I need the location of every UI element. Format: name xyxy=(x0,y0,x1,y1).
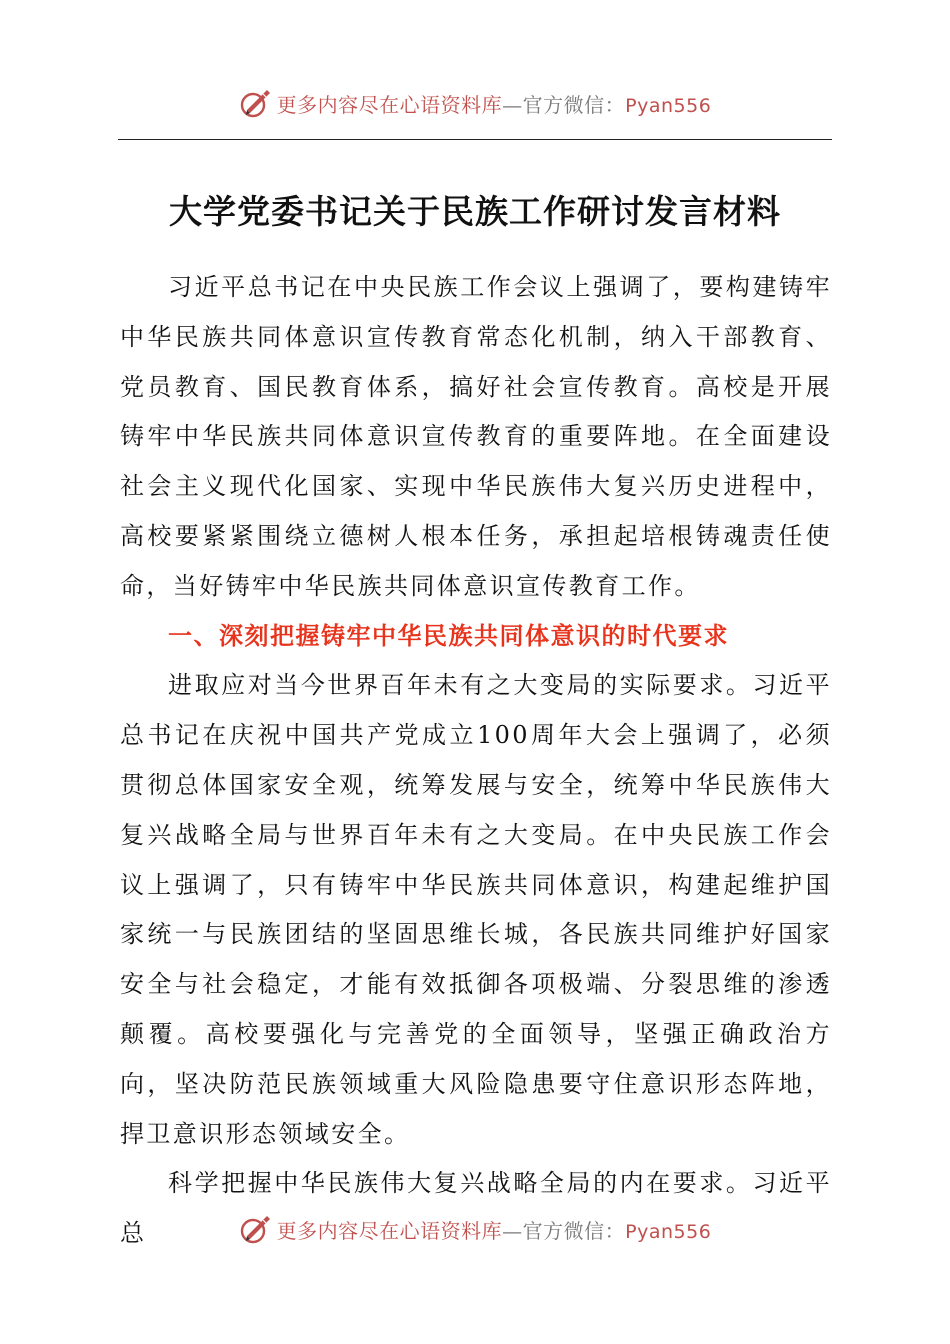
document-title: 大学党委书记关于民族工作研讨发言材料 xyxy=(169,192,781,231)
header-banner xyxy=(0,78,950,128)
banner-text xyxy=(277,89,712,118)
banner-dash: — xyxy=(502,1218,523,1243)
banner-wechat-id: Pyan556 xyxy=(625,1220,712,1243)
banner-main-text: 更多内容尽在心语资料库 xyxy=(276,1218,503,1243)
quill-pen-logo-icon xyxy=(239,86,273,120)
banner-main-text: 更多内容尽在心语资料库 xyxy=(276,92,503,117)
banner-wechat-id: Pyan556 xyxy=(625,94,712,117)
banner-dash: — xyxy=(502,92,523,117)
section-paragraph: 科学把握中华民族伟大复兴战略全局的内在要求。习近平总 xyxy=(120,1169,832,1248)
intro-paragraph: 习近平总书记在中央民族工作会议上强调了，要构建铸牢中华民族共同体意识宣传教育常态化机制，纳入干部教育、党员教育、国民教育体系，搞好社会宣传教育。高校是开展铸牢中华民族共同体意识宣传教育的重要阵地。在全面建设社会主义现代化国家、实现中华民族伟大复兴历史进程中，高校要紧紧围绕立德树人根本任务，承担起培根铸魂责任使命，当好铸牢中华民族共同体意识宣传教育工作。 xyxy=(120,273,832,600)
section-heading: 一、深刻把握铸牢中华民族共同体意识的时代要求 xyxy=(168,621,729,650)
quill-pen-logo-icon xyxy=(239,1212,273,1246)
document-body xyxy=(120,263,832,1259)
banner-official-text: 官方微信： xyxy=(522,92,626,117)
footer-banner xyxy=(0,1204,950,1254)
section-paragraph: 进取应对当今世界百年未有之大变局的实际要求。习近平总书记在庆祝中国共产党成立100周年大会上强调了，必须贯彻总体国家安全观，统筹发展与安全，统筹中华民族伟大复兴战略全局与世界百年未有之大变局。在中央民族工作会议上强调了，只有铸牢中华民族共同体意识，构建起维护国家统一与民族团结的坚固思维长城，各民族共同维护好国家安全与社会稳定，才能有效抵御各项极端、分裂思维的渗透颠覆。高校要强化与完善党的全面领导，坚强正确政治方向，坚决防范民族领域重大风险隐患要守住意识形态阵地，捍卫意识形态领域安全。 xyxy=(120,671,832,1148)
banner-text xyxy=(277,1215,712,1244)
banner-official-text: 官方微信： xyxy=(522,1218,626,1243)
header-divider xyxy=(118,139,832,140)
